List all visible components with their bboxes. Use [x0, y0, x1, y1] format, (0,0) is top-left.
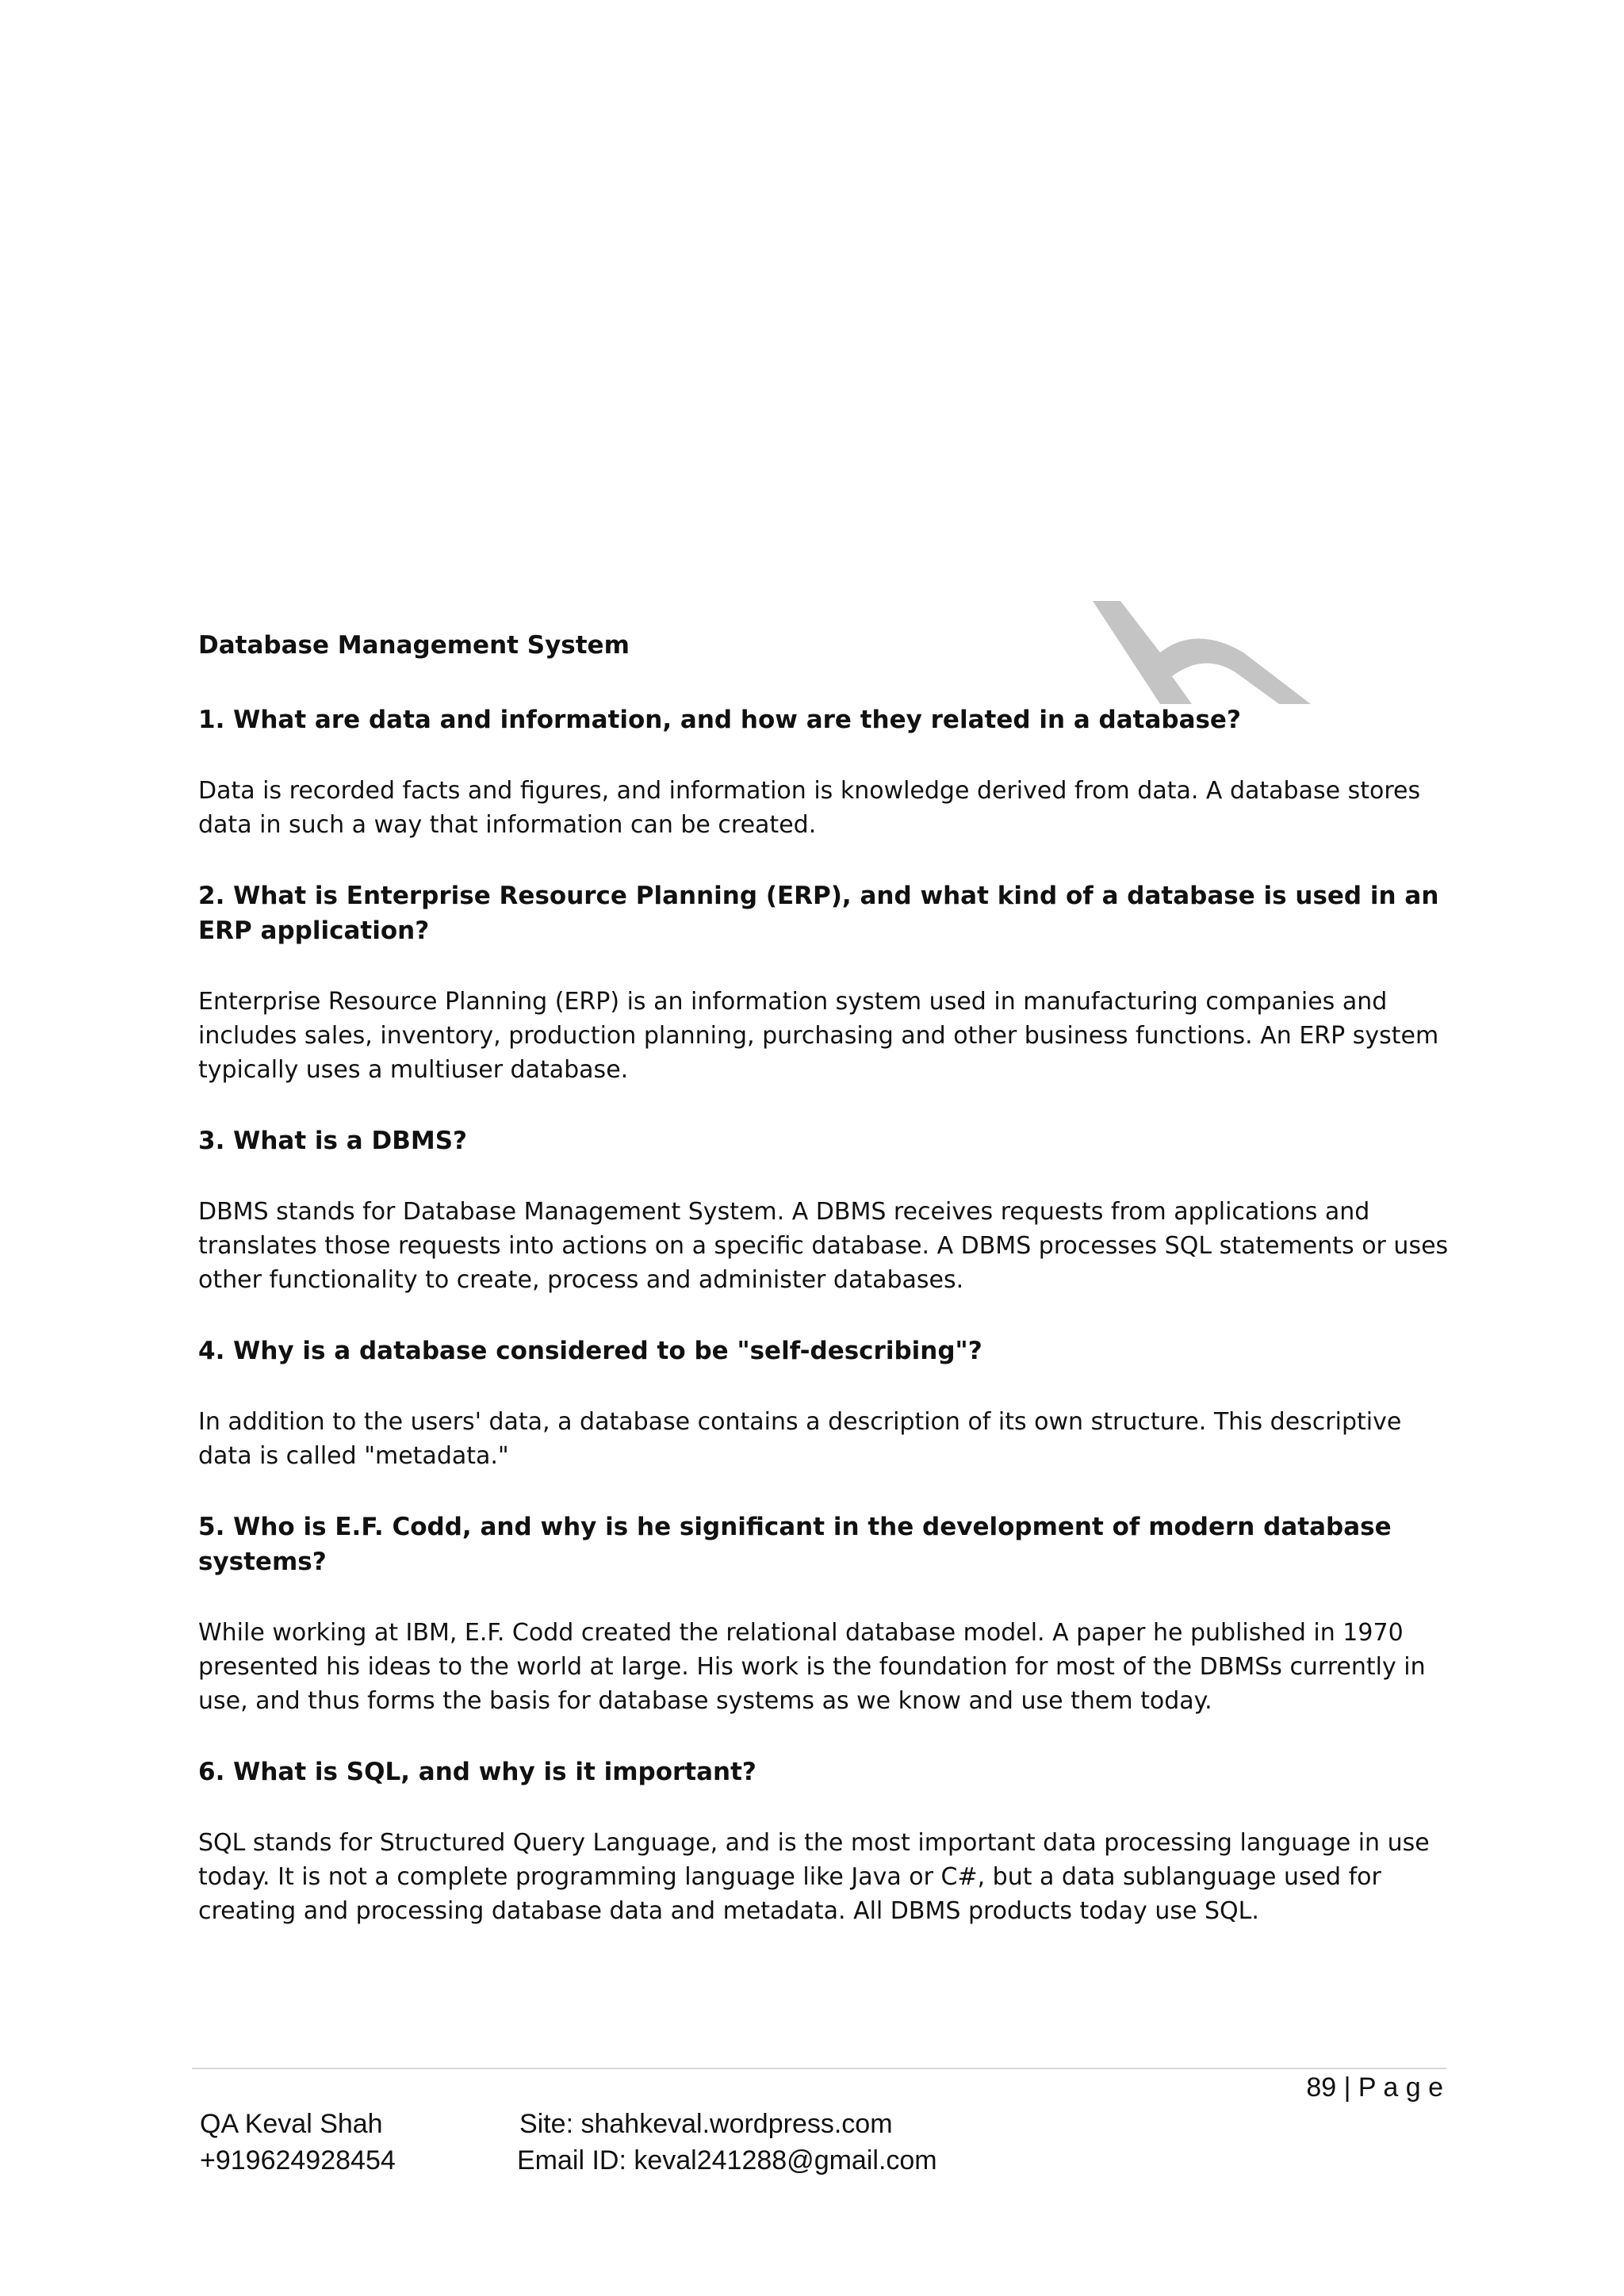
question-6: 6. What is SQL, and why is it important?: [198, 1758, 756, 1786]
qa-item: [198, 1755, 1451, 1928]
footer-email: Email ID: keval241288@gmail.com: [517, 2145, 937, 2175]
answer-5: While working at IBM, E.F. Codd created the relational database model. A paper he published in 1970 presented his ideas to the world at large. His work is the foundation for most of the DBMSs currently in use, and thus forms the basis for database systems as we know and use them today.: [198, 1619, 1426, 1715]
document-content: [198, 628, 1451, 1965]
document-title: Database Management System: [198, 631, 630, 660]
qa-item: [198, 878, 1451, 1087]
qa-item: [198, 1334, 1451, 1473]
answer-3: DBMS stands for Database Management System. A DBMS receives requests from applications and translates those requests into actions on a specific database. A DBMS processes SQL statements or uses other functionality to create, process and administer databases.: [198, 1198, 1449, 1294]
qa-item: [198, 1510, 1451, 1718]
footer-site: Site: shahkeval.wordpress.com: [519, 2109, 893, 2139]
page-number: 89 | P a g e: [1306, 2072, 1443, 2103]
answer-2: Enterprise Resource Planning (ERP) is an information system used in manufacturing companies and includes sales, inventory, production planning, purchasing and other business functions. An ERP system typically uses a multiuser database.: [198, 988, 1439, 1084]
qa-item: [198, 702, 1451, 842]
qa-item: [198, 1123, 1451, 1297]
question-2: 2. What is Enterprise Resource Planning (ERP), and what kind of a database is used in an ERP application?: [198, 882, 1439, 945]
footer-author: QA Keval Shah: [200, 2109, 383, 2139]
answer-1: Data is recorded facts and figures, and information is knowledge derived from data. A database stores data in such a way that information can be created.: [198, 777, 1421, 839]
footer-phone: +919624928454: [200, 2145, 396, 2175]
answer-4: In addition to the users' data, a database contains a description of its own structure. This descriptive data is called "metadata.": [198, 1408, 1402, 1470]
question-1: 1. What are data and information, and how are they related in a database?: [198, 706, 1241, 734]
question-5: 5. Who is E.F. Codd, and why is he significant in the development of modern database systems?: [198, 1513, 1392, 1576]
answer-6: SQL stands for Structured Query Language, and is the most important data processing language in use today. It is not a complete programming language like Java or C#, but a data sublanguage used for creating and processing database data and metadata. All DBMS products today use SQL.: [198, 1829, 1430, 1925]
question-4: 4. Why is a database considered to be "self-describing"?: [198, 1337, 982, 1365]
footer-divider: [192, 2068, 1446, 2069]
question-3: 3. What is a DBMS?: [198, 1127, 468, 1155]
